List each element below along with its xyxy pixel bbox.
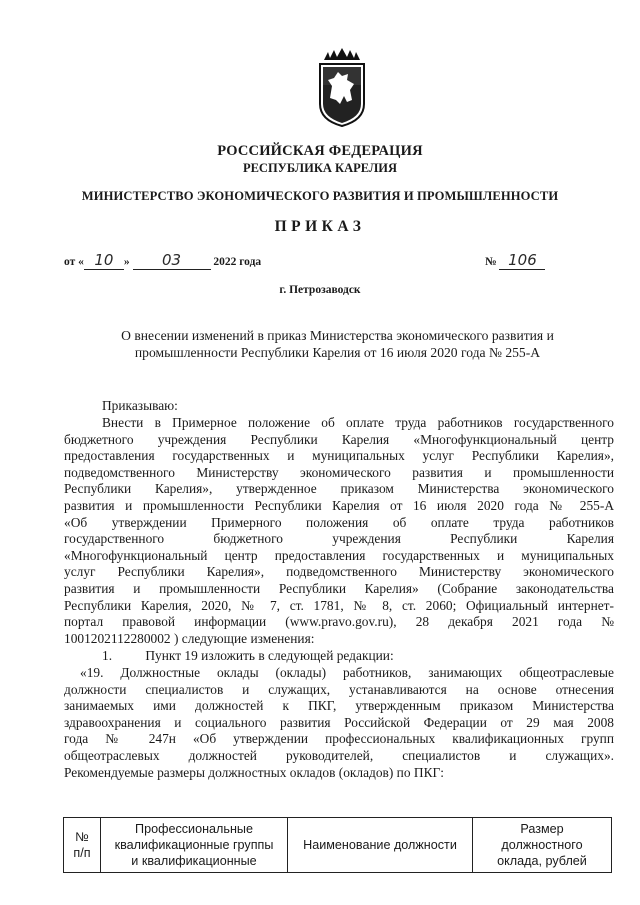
paragraph-line: Республики Карелия, 2020, № 7, ст. 1781, № 8, ст. 2060; Официальный интернет-	[64, 597, 614, 613]
paragraph-line: государственного бюджетного учреждения Республики Карелия	[64, 531, 614, 547]
header-cell-salary: Размер должностного оклада, рублей	[473, 818, 612, 873]
header-cell-qualification-groups: Профессиональные квалификационные группы и квалификационные	[101, 818, 288, 873]
paragraph-line: занимаемых ими должностей к ПКГ, утвержденным приказом Министерства	[64, 698, 614, 714]
item-1-number: 1.	[102, 648, 113, 663]
paragraph-item-19	[64, 665, 614, 781]
paragraph-amendments	[64, 415, 614, 647]
paragraph-line: Республики Карелия», утвержденное приказом Министерства экономического	[64, 481, 614, 497]
paragraph-line: 1001202112280002 ) следующие изменения:	[64, 630, 315, 646]
republic-heading: РЕСПУБЛИКА КАРЕЛИЯ	[242, 161, 398, 175]
paragraph-line: «19. Должностные оклады (оклады) работников, занимающих общеотраслевые	[80, 665, 614, 680]
paragraph-line: предоставления государственных и муниципальных услуг Республики Карелия»,	[64, 448, 614, 464]
number-field	[499, 253, 545, 270]
document-type-heading: ПРИКАЗ	[274, 218, 366, 235]
subject-line: О внесении изменений в приказ Министерства экономического развития и	[121, 328, 554, 343]
paragraph-line: портал правовой информации (www.pravo.gov.ru), 28 декабря 2021 года №	[64, 614, 614, 630]
header-cell-number: № п/п	[64, 818, 101, 873]
date-day-value: 10	[94, 251, 114, 269]
city: г. Петрозаводск	[279, 284, 361, 296]
subject-line: промышленности Республики Карелия от 16 июля 2020 года № 255-А	[134, 345, 541, 360]
order-word-block	[64, 398, 614, 415]
number-label: №	[485, 256, 497, 268]
paragraph-line: развития и промышленности Республики Карелия от 16 июля 2020 года № 255-А	[64, 497, 614, 513]
salary-table	[63, 817, 612, 873]
paragraph-line: развития и промышленности Республики Карелия» (Собрание законодательства	[64, 580, 614, 596]
paragraph-line: Рекомендуемые размеры должностных окладов (окладов) по ПКГ:	[64, 764, 444, 780]
paragraph-line: «Многофункциональный центр предоставления государственных и муниципальных	[64, 547, 614, 563]
item-1	[64, 648, 614, 665]
date-year: 2022 года	[213, 256, 262, 268]
paragraph-line: «Об утверждении Примерного положения об оплате труда работников	[64, 514, 614, 530]
karelia-coat-of-arms-emblem	[314, 46, 370, 128]
order-word: Приказываю:	[102, 398, 178, 413]
paragraph-line: бюджетного учреждения Республики Карелия «Многофункциональный центр	[64, 431, 614, 447]
order-date	[64, 253, 261, 270]
date-month-field	[133, 253, 211, 270]
date-prefix: от «	[64, 256, 84, 268]
paragraph-line: общеотраслевых должностей руководителей, специалистов и служащих».	[64, 747, 614, 763]
paragraph-line: подведомственного Министерству экономического развития и промышленности	[64, 464, 614, 480]
item-1-text: Пункт 19 изложить в следующей редакции:	[145, 648, 394, 663]
paragraph-line: услуг Республики Карелия», подведомственного Министерству экономического	[64, 564, 614, 580]
table-header-row	[64, 818, 612, 873]
date-day-field	[84, 253, 124, 270]
number-value: 106	[508, 251, 537, 269]
order-number	[485, 253, 545, 270]
ministry-heading: МИНИСТЕРСТВО ЭКОНОМИЧЕСКОГО РАЗВИТИЯ И ПРОМЫШЛЕННОСТИ	[81, 189, 559, 203]
paragraph-line: здравоохранения и социального развития Российской Федерации от 29 мая 2008	[64, 714, 614, 730]
date-month-value: 03	[161, 251, 182, 269]
date-day-close: »	[123, 256, 130, 268]
country-heading: РОССИЙСКАЯ ФЕДЕРАЦИЯ	[217, 143, 423, 159]
paragraph-line: года № 247н «Об утверждении профессиональных квалификационных групп	[64, 731, 614, 747]
header-cell-position-name: Наименование должности	[288, 818, 473, 873]
order-subject	[100, 327, 575, 361]
paragraph-line: Внести в Примерное положение об оплате труда работников государственного	[102, 415, 614, 430]
paragraph-line: должности специалистов и служащих, устанавливаются на основе отнесения	[64, 681, 614, 697]
